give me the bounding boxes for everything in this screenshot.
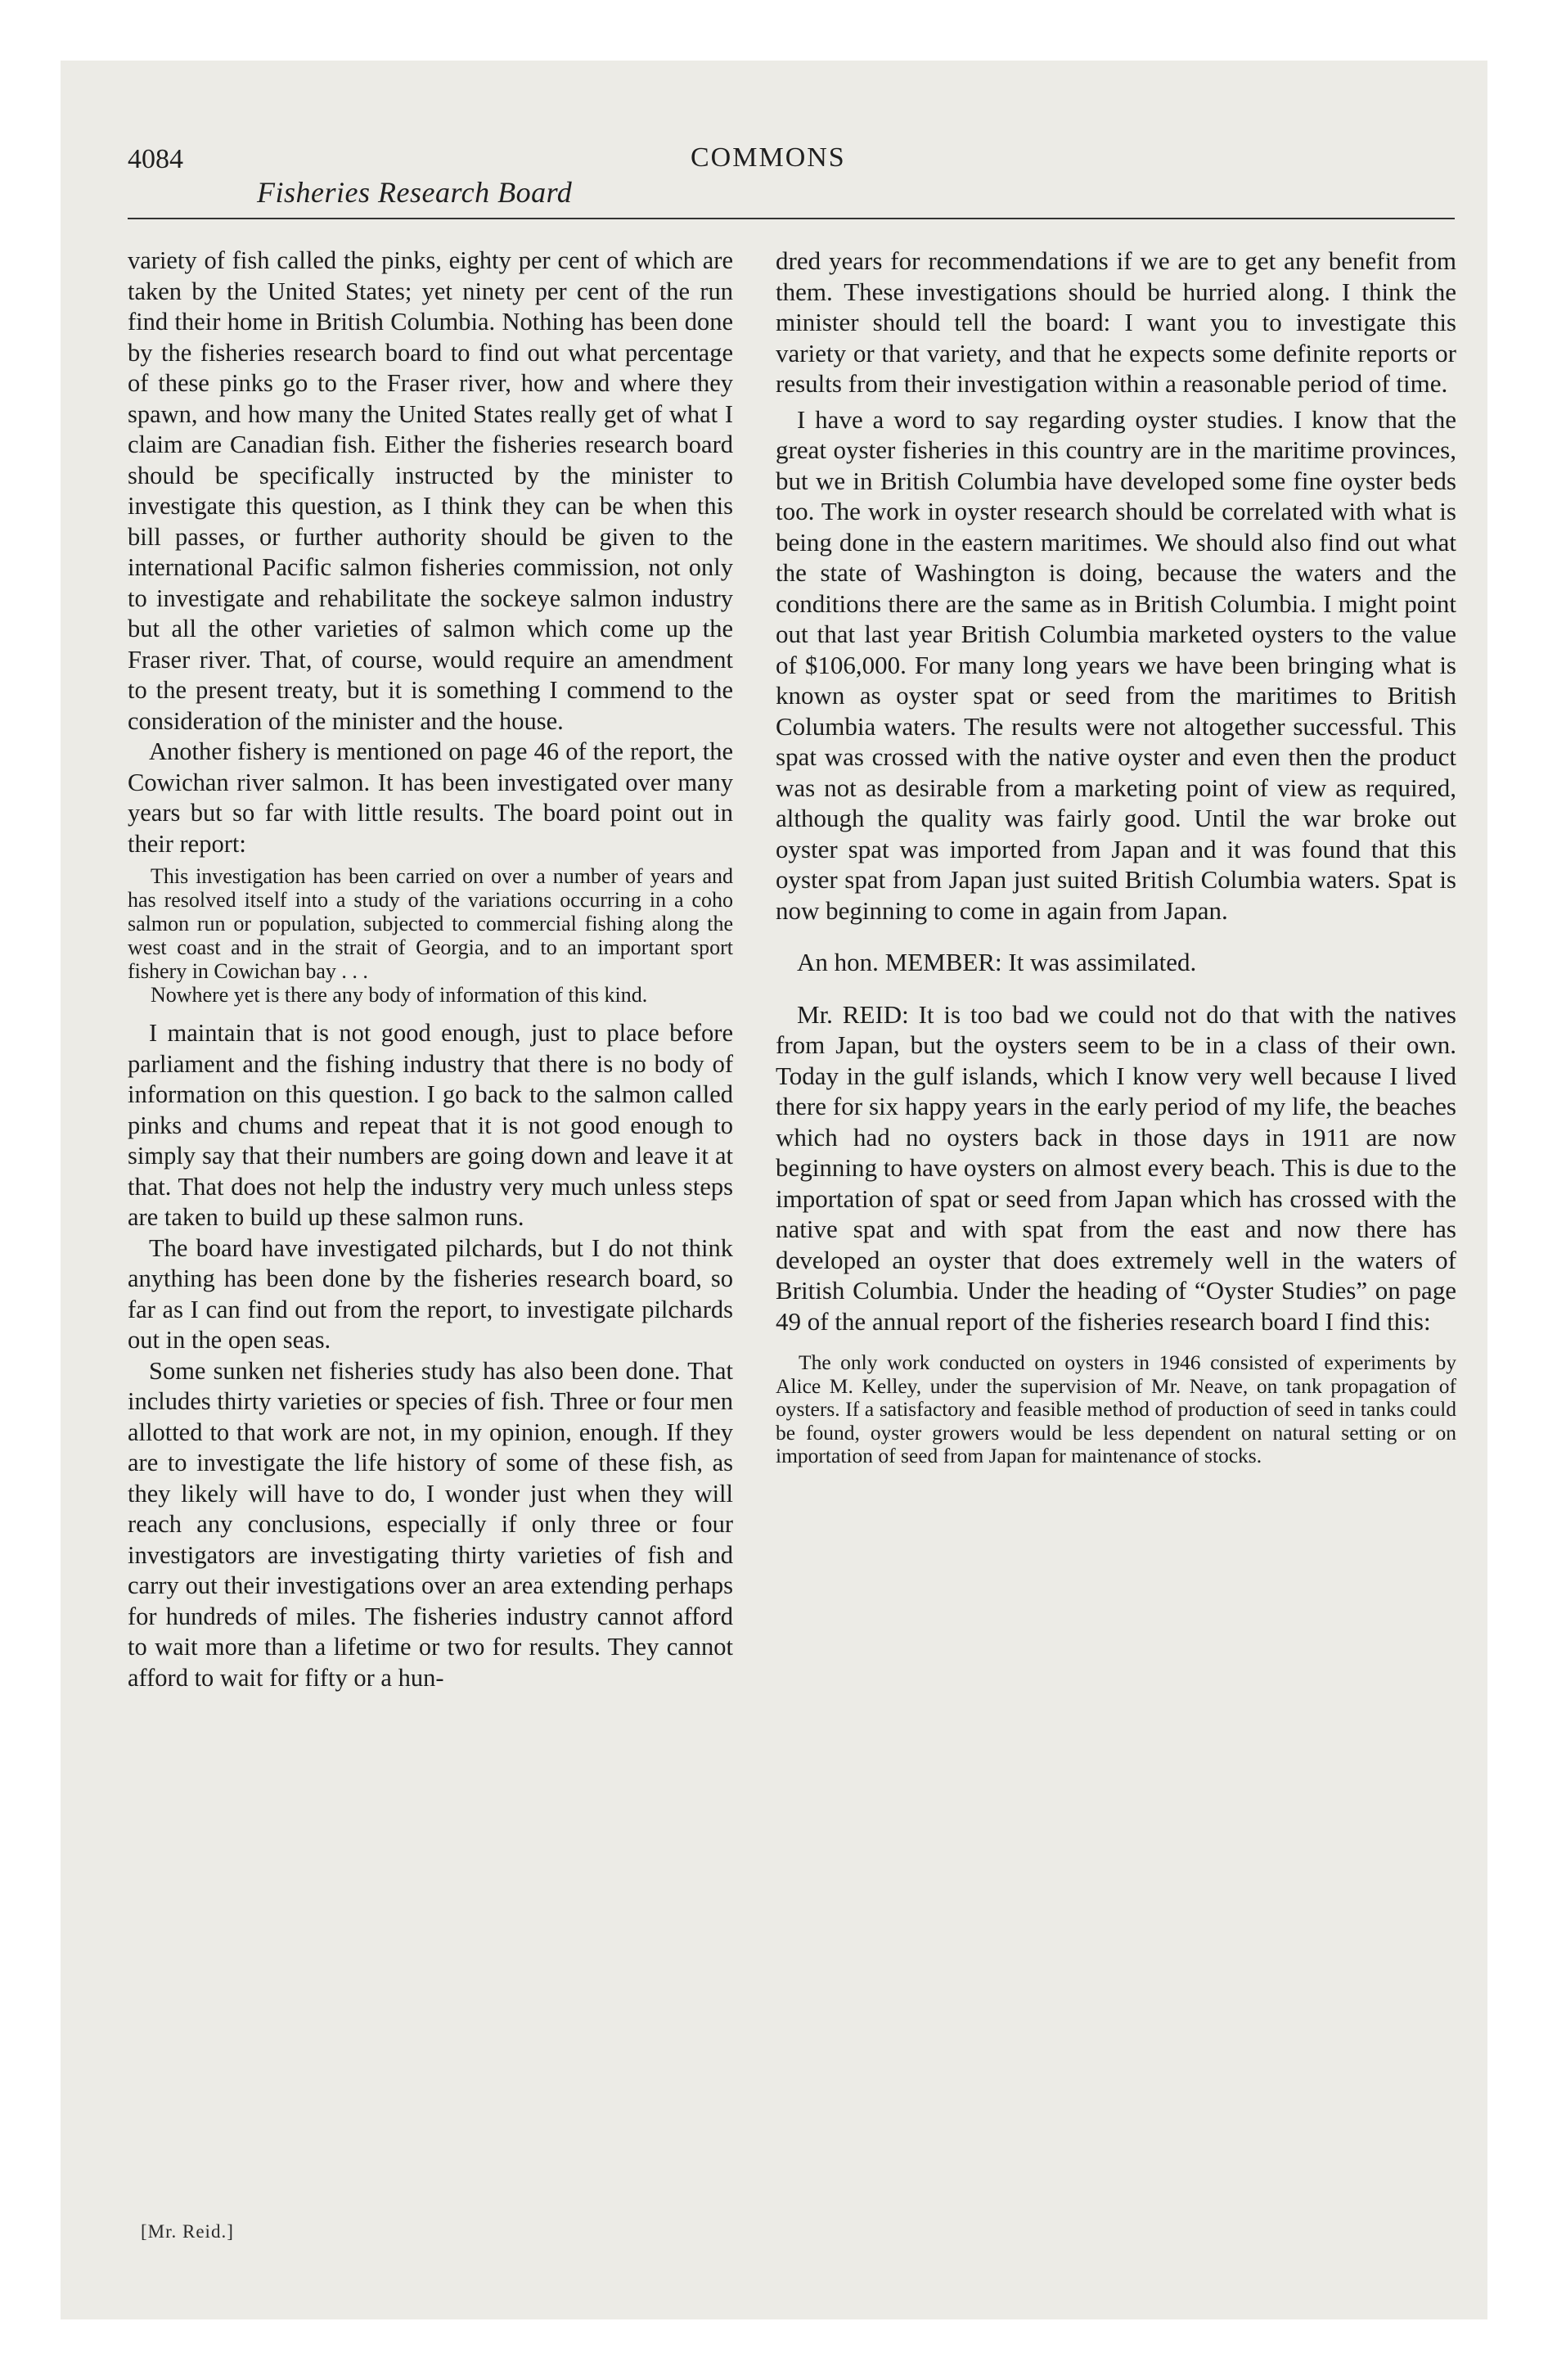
paragraph: The board have investigated pilchards, but I do not think anything has been done by the fisheries research board, so far as I can find out from the report, to investigate pilchards out in the open seas. [128, 1233, 733, 1354]
running-head: COMMONS [691, 142, 846, 173]
speaker-interjection: An hon. MEMBER: It was assimilated. [797, 948, 1197, 976]
header-rule [128, 218, 1455, 219]
paragraph: Some sunken net fisheries study has also been done. That includes thirty varieties or species of fish. Three or four men allotted to that work are not, in my opinion, enough. If they are to investigate the life history of some of these fish, as they likely will have to do, I wonder just when they will reach any conclusions, especially if only three or four investigators are investigating thirty varieties of fish and carry out their investigations over an area extending perhaps for hundreds of miles. The fisheries industry cannot afford to wait more than a lifetime or two for results. They cannot afford to wait for fifty or a hun- [128, 1356, 733, 1692]
paragraph: Another fishery is mentioned on page 46 of the report, the Cowichan river salmon. It has been investigated over many years but so far with little results. The board point out in their report: [128, 737, 733, 858]
paragraph: I have a word to say regarding oyster studies. I know that the great oyster fisheries in this country are in the maritime provinces, but we in British Columbia have developed some fine oyster beds too. The work in oyster research should be correlated with what is being done in the eastern maritimes. We should also find out what the state of Washington is doing, because the waters and the conditions there are the same as in British Columbia. I might point out that last year British Columbia marketed oysters to the value of $106,000. For many long years we have been bringing what is known as oyster spat or seed from the maritimes to British Columbia waters. The results were not altogether successful. This spat was crossed with the native oyster and even then the product was not as desirable from a marketing point of view as required, although the quality was fairly good. Until the war broke out oyster spat was imported from Japan and it was found that this oyster spat from Japan just suited British Columbia waters. Spat is now beginning to come in again from Japan. [776, 404, 1456, 925]
left-column [128, 246, 733, 1693]
quote-paragraph: This investigation has been carried on over a number of years and has resolved itself into a study of the variations occurring in a coho salmon run or population, subjected to commercial fishing along the west coast and in the strait of Georgia, and to an important sport fishery in Cowichan bay . . . [128, 864, 733, 983]
block-quote [128, 864, 733, 1007]
paragraph: variety of fish called the pinks, eighty per cent of which are taken by the United States; yet ninety per cent of the run find their home in British Columbia. Nothing has been done by the fisheries research board to find out what percentage of these pinks go to the Fraser river, how and where they spawn, and how many the United States really get of what I claim are Canadian fish. Either the fisheries research board should be specifically instructed by the minister to investigate this question, as I think they can be when this bill passes, or further authority should be given to the international Pacific salmon fisheries commission, not only to investigate and rehabilitate the sockeye salmon industry but all the other varieties of salmon which come up the Fraser river. That, of course, would require an amendment to the present treaty, but it is something I commend to the consideration of the minister and the house. [128, 246, 733, 735]
paragraph: I maintain that is not good enough, just to place before parliament and the fishing industry that there is no body of information on this question. I go back to the salmon called pinks and chums and repeat that it is not good enough to simply say that their numbers are going down and leave it at that. That does not help the industry very much unless steps are taken to build up these salmon runs. [128, 1019, 733, 1231]
paragraph: dred years for recommendations if we are to get any benefit from them. These investigations should be hurried along. I think the minister should tell the board: I want you to investigate this variety or that variety, and that he expects some definite reports or results from their investigation within a reasonable period of time. [776, 246, 1456, 398]
quote-paragraph: Nowhere yet is there any body of information of this kind. [151, 983, 648, 1007]
block-quote [776, 1351, 1456, 1468]
right-column [776, 246, 1456, 1480]
speaker-footnote: [Mr. Reid.] [141, 2221, 234, 2242]
paragraph: Mr. REID: It is too bad we could not do that with the natives from Japan, but the oysters seem to be in a class of their own. Today in the gulf islands, which I know very well because I lived there for six happy years in the early period of my life, the beaches which had no oysters back in those days in 1911 are now beginning to have oysters on almost every beach. This is due to the importation of spat or seed from Japan which has crossed with the native spat and with spat from the east and now there has developed an oyster that does extremely well in the waters of British Columbia. Under the heading of “Oyster Studies” on page 49 of the annual report of the fisheries research board I find this: [776, 999, 1456, 1336]
scanned-page [61, 61, 1487, 2319]
section-title: Fisheries Research Board [257, 176, 573, 209]
page-number: 4084 [128, 144, 183, 174]
quote-paragraph: The only work conducted on oysters in 1946 consisted of experiments by Alice M. Kelley, under the supervision of Mr. Neave, on tank propagation of oysters. If a satisfactory and feasible method of production of seed in tanks could be found, oyster growers would be less dependent on natural setting or on importation of seed from Japan for maintenance of stocks. [776, 1350, 1456, 1467]
